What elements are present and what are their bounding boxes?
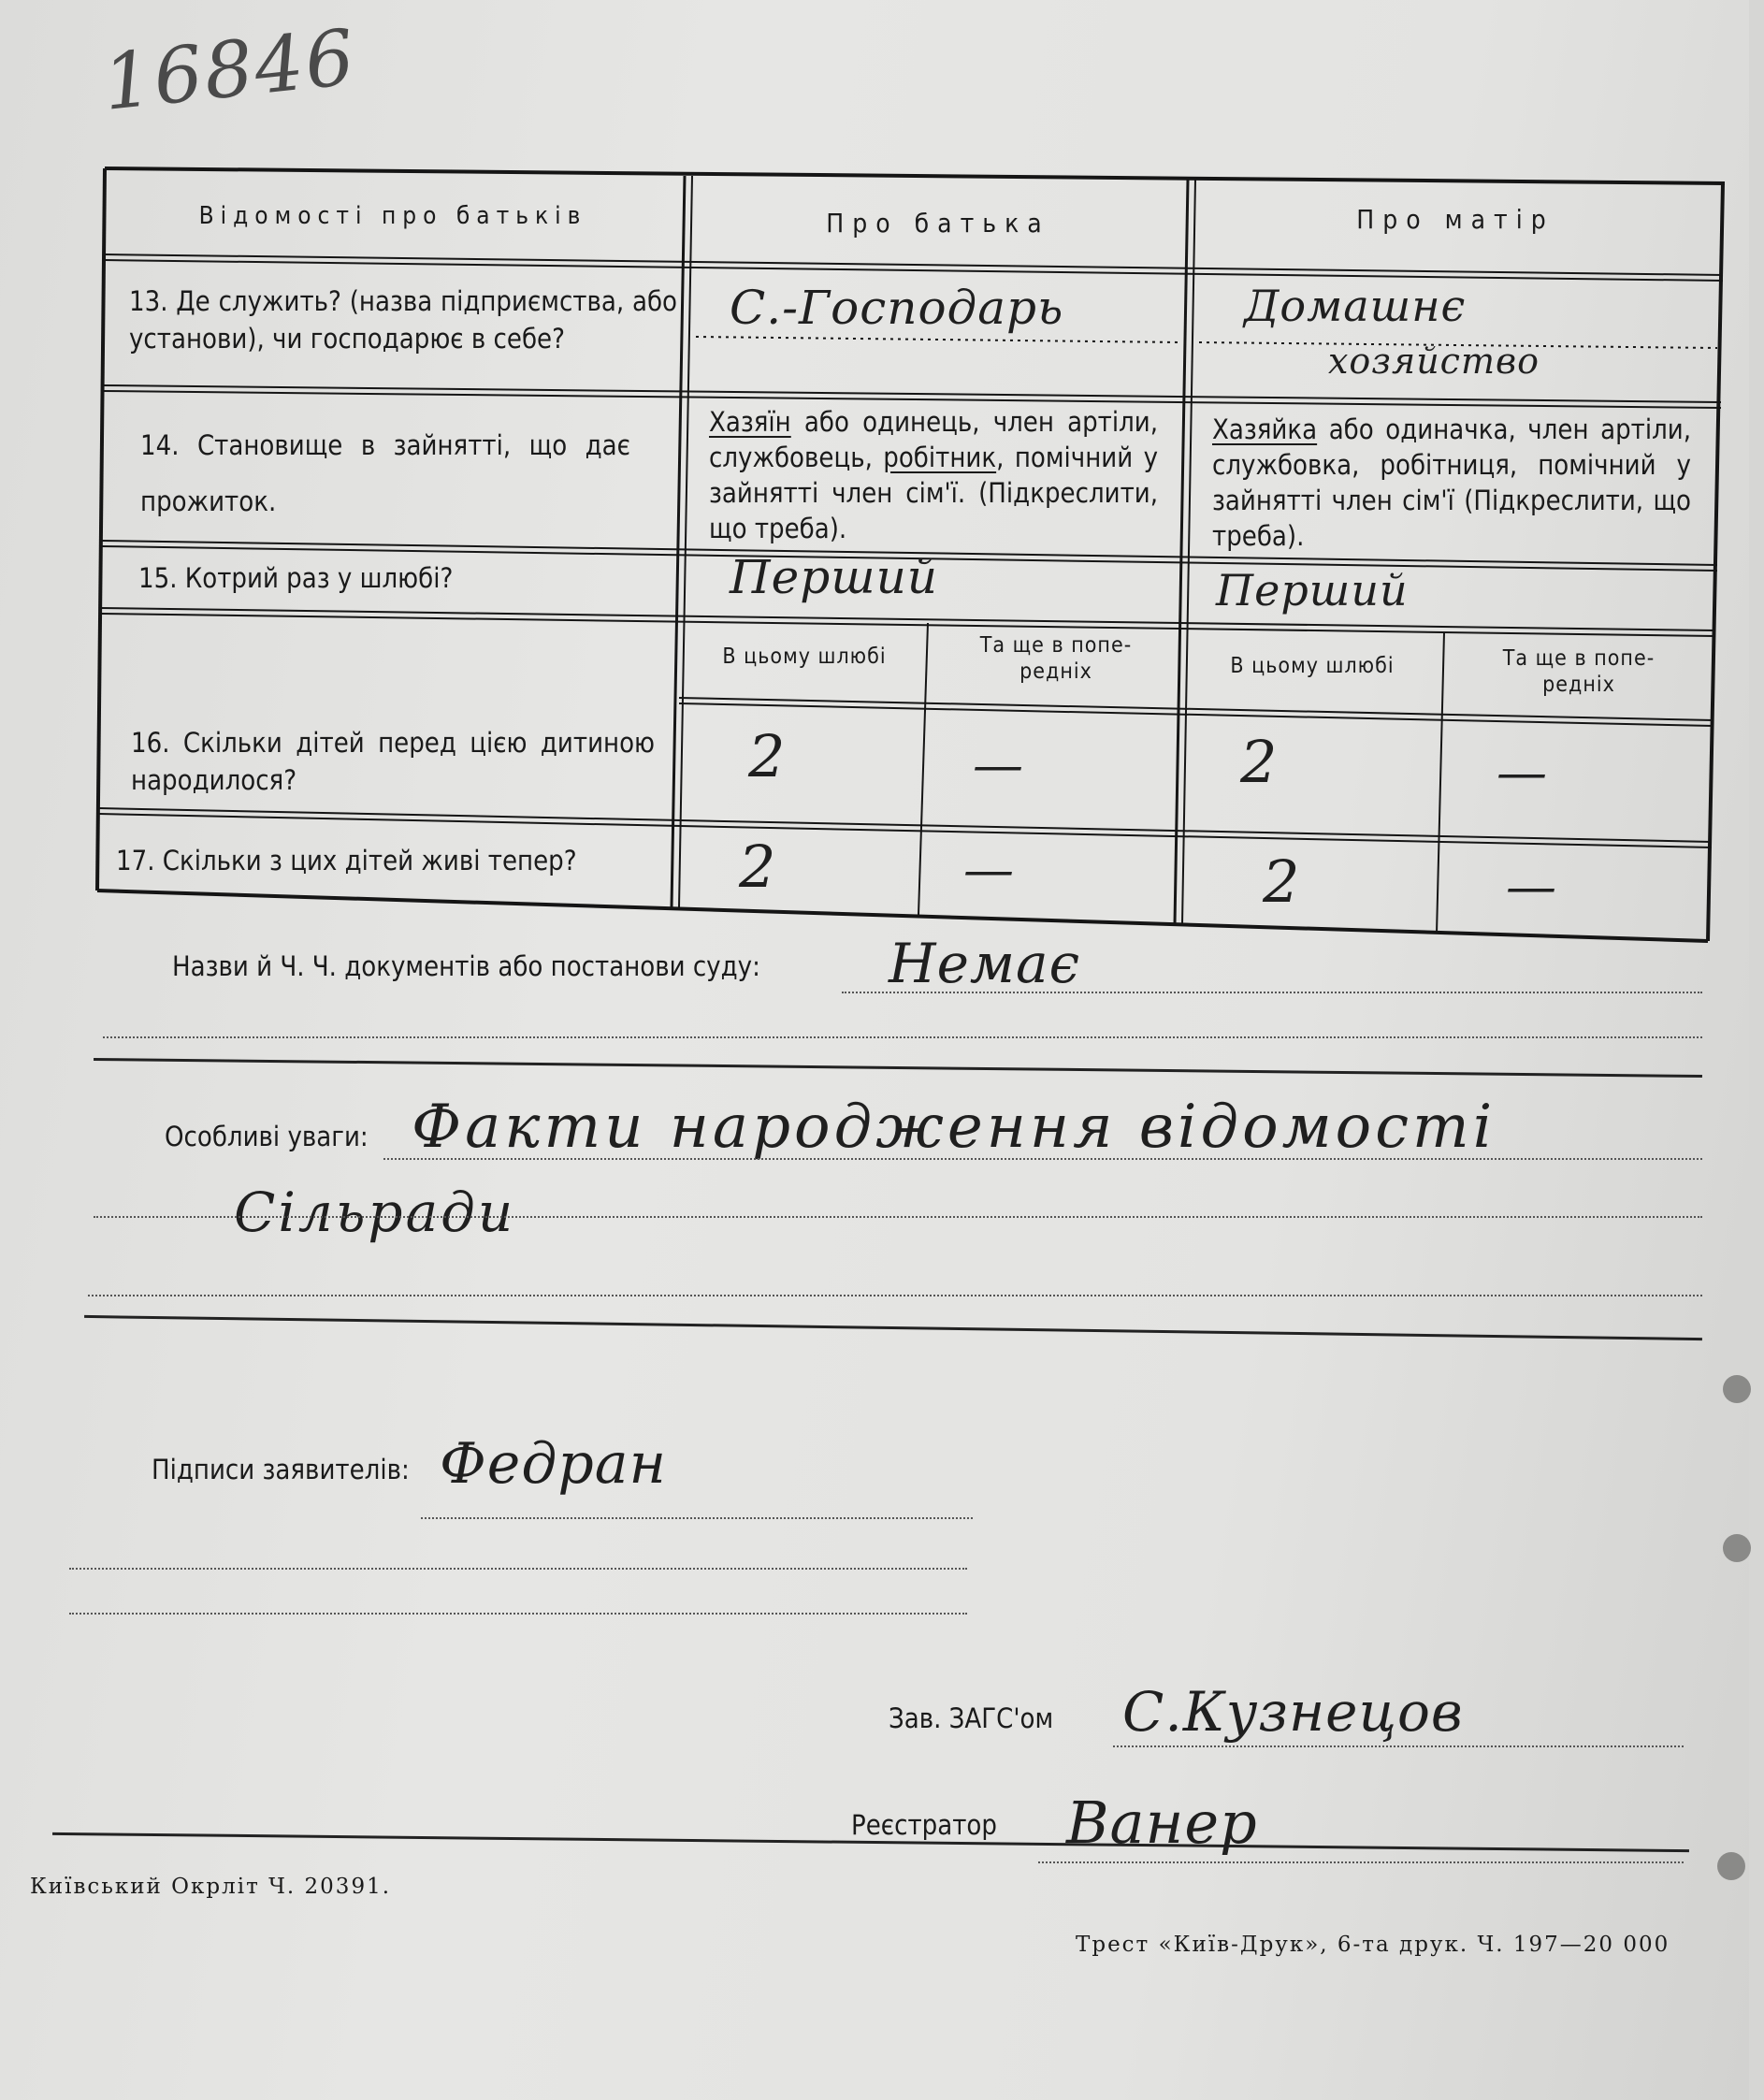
q14-father-owner-underlined: Хазяїн xyxy=(709,406,791,438)
q13-mother-answer-line2: хозяйство xyxy=(1328,340,1540,382)
q16-mother-prev: — xyxy=(1497,743,1548,802)
q17-father-prev: — xyxy=(963,840,1015,899)
remarks-dotted-line-2 xyxy=(94,1216,1702,1218)
q14-mother-rest: або одиначка, член артіли, службовка, робітниця, помічний у зайнятті член сім'ї (Підкреслити, що треба). xyxy=(1212,413,1691,552)
punch-hole xyxy=(1717,1852,1745,1880)
documents-dotted-line-2 xyxy=(103,1036,1702,1038)
q14-father-worker-underlined: робітник xyxy=(883,442,997,473)
head-dotted-line xyxy=(1113,1745,1684,1747)
registrar-dotted-line xyxy=(1038,1861,1684,1863)
section-rule-2 xyxy=(84,1315,1702,1340)
q14-mother-options xyxy=(1212,412,1691,554)
header-parents-info: Відомості про батьків xyxy=(198,202,587,230)
punch-hole xyxy=(1723,1375,1751,1403)
footer-left-imprint: Київський Окрліт Ч. 20391. xyxy=(30,1875,392,1899)
documents-dotted-line-1 xyxy=(842,992,1702,993)
signatures-label: Підписи заявителів: xyxy=(152,1454,410,1485)
signatures-dotted-line-2 xyxy=(69,1568,967,1570)
head-signature: С.Кузнецов xyxy=(1122,1680,1464,1744)
archive-number: 16846 xyxy=(98,13,361,128)
subheader-mother-previous xyxy=(1450,645,1708,698)
header-about-mother: Про матір xyxy=(1356,204,1554,235)
q16-father-this: 2 xyxy=(748,722,787,790)
question-15: 15. Котрий раз у шлюбі? xyxy=(138,562,454,594)
registrar-signature: Ванер xyxy=(1066,1789,1258,1857)
question-14 xyxy=(140,417,630,529)
q17-father-this: 2 xyxy=(739,833,777,901)
remarks-label: Особливі уваги: xyxy=(165,1121,369,1152)
remarks-line-2: Сільради xyxy=(234,1180,516,1244)
documents-label: Назви й Ч. Ч. документів або постанови суду: xyxy=(172,950,760,982)
subheader-mother-previous-line1: Та ще в попе- xyxy=(1502,646,1656,671)
q14-father-rest: , помічний у зайнятті член сім'ї. (Підкреслити, що треба). xyxy=(709,442,1158,544)
signatures-value: Федран xyxy=(440,1431,668,1497)
question-16: 16. Скільки дітей перед цією дитиною народилося? xyxy=(131,727,655,796)
documents-value: Немає xyxy=(889,932,1081,995)
question-14-text: 14. Становище в зайнятті, що дає прожиток. xyxy=(140,429,630,517)
question-13: 13. Де служить? (назва підприємства, або установи), чи господарює в себе? xyxy=(129,285,677,355)
registrar-label: Реєстратор xyxy=(851,1809,997,1841)
remarks-dotted-line-1 xyxy=(383,1158,1702,1160)
signatures-dotted-line-3 xyxy=(69,1613,967,1615)
subheader-mother-this-marriage: В цьому шлюбі xyxy=(1230,654,1395,678)
q17-mother-prev: — xyxy=(1506,857,1557,916)
q13-father-answer: С.-Господарь xyxy=(730,281,1064,335)
header-about-father: Про батька xyxy=(826,208,1050,239)
head-label: Зав. ЗАГС'ом xyxy=(889,1702,1054,1734)
footer-right-imprint: Трест «Київ-Друк», 6-та друк. Ч. 197—20 000 xyxy=(1076,1933,1670,1957)
subheader-mother-previous-line2: редніх xyxy=(1542,673,1615,697)
q14-father-mid: або одинець, член артіли, службовець, xyxy=(709,406,1158,473)
q15-mother-answer: Перший xyxy=(1216,565,1409,616)
subheader-father-previous-line1: Та ще в попе- xyxy=(979,633,1133,658)
punch-hole xyxy=(1723,1534,1751,1562)
q16-father-prev: — xyxy=(973,735,1024,794)
subheader-father-this-marriage: В цьому шлюбі xyxy=(722,644,887,669)
question-17: 17. Скільки з цих дітей живі тепер? xyxy=(116,845,577,876)
q13-mother-answer-line1: Домашнє xyxy=(1244,281,1467,331)
q15-father-answer: Перший xyxy=(730,550,938,604)
q16-mother-this: 2 xyxy=(1240,728,1279,796)
q17-mother-this: 2 xyxy=(1263,847,1301,916)
remarks-dotted-line-3 xyxy=(88,1295,1702,1296)
subheader-father-previous-line2: редніх xyxy=(1019,659,1092,684)
section-rule-1 xyxy=(94,1058,1702,1078)
subheader-father-previous xyxy=(932,632,1180,685)
q14-father-options xyxy=(709,404,1158,546)
remarks-line-1: Факти народження відомості xyxy=(412,1093,1497,1162)
signatures-dotted-line-1 xyxy=(421,1517,973,1519)
q14-mother-owner-underlined: Хазяйка xyxy=(1212,413,1318,445)
